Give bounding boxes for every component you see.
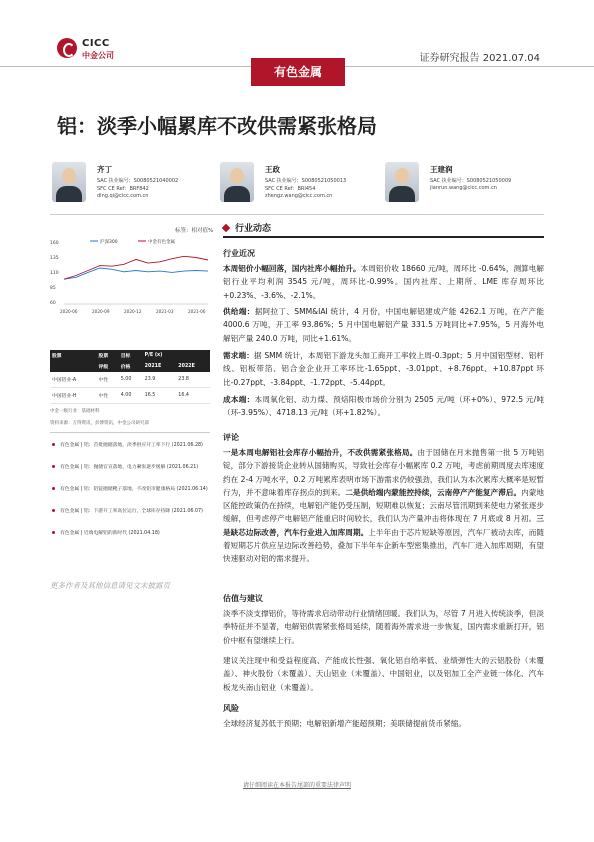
paragraph-price [223,262,544,302]
paragraph-body: 内蒙地区能控政策仍在持续，电解铝产能仍受压制，短期难以恢复；云南尽管汛期到来使电力紧张逐步缓解，但考虑停产电解铝产能重启时间较长，我们认为产量冲击将体现在 7 月底或 8 月初。 [223,487,545,524]
table-header-cell: 2022E [176,361,210,372]
x-axis-labels [60,309,206,314]
analyst-sac-1: SAC 执业编号：S0080521040002 [97,178,179,184]
y-tick-label: 110 [50,271,59,276]
table-header-cell: 股票 [97,350,119,361]
x-tick-label: 2020-09 [92,309,110,314]
paragraph-supply [223,305,544,345]
table-note-source: 资料来源：万得资讯，彭博资讯，中金公司研究部 [50,421,149,426]
table-cell: 23.9 [143,372,177,388]
table-header-cell: 价格 [119,361,143,372]
section-title: 行业动态 [235,224,272,234]
table-header-cell: 2021E [143,361,177,372]
paragraph-body: 据 SMM 统计，本周铝下游龙头加工商开工率较上周-0.3ppt；5 月中国铝型材、铝杆线、铝板带箔、铝合金企业开工率环比-1.65ppt、-3.01ppt、+8.76ppt、+10.87ppt 环比-0.27ppt、-3.84ppt、-1.72ppt、-5.44ppt。 [223,351,545,387]
section-divider [223,236,544,238]
table-header-cell: 评级 [97,361,119,372]
table-header-cell: 股票 [50,350,97,361]
paragraph-lead: 三是缺芯边际改善，汽车行业进入加库周期。 [223,514,544,537]
paragraph-lead: 需求端： [223,351,254,360]
paragraph-lead: 供给端： [223,307,255,316]
paragraph-demand [223,349,544,389]
table-header-row [50,350,210,361]
series-line-sector [64,256,208,279]
y-tick-label: 60 [50,301,56,306]
paragraph-cost [223,393,544,420]
legend-label-sector: 中金有色金属 [148,240,175,245]
analyst-sac-3: SAC 执业编号：S0080521050009 [430,178,512,184]
table-cell: 中性 [97,372,119,388]
related-report-item[interactable] [52,442,212,449]
paragraph-recommendation: 建议关注现中和受益程度高、产能成长性强、氧化铝自给率低、业绩弹性大的云铝股份（未覆盖）、神火股份（未覆盖）、天山铝业（未覆盖）、中国铝业，以及铝加工全产业链一体化、汽车板龙头南山铝业（未覆盖）。 [223,656,544,692]
analyst-photo-3 [385,162,419,202]
legend-label-hs300: 沪深300 [100,240,118,245]
bullet-icon [52,509,55,512]
left-divider [50,432,210,433]
related-report-text: 有色金属 | 铝：下游开工率高位运行，全球库存持降 (2021.06.07) [60,509,203,514]
analyst-photo-2 [220,162,254,202]
analyst-email-3[interactable]: jianrun.wang@cicc.com.cn [430,185,497,191]
analyst-email-2[interactable]: zhengz.wang@cicc.com.cn [265,193,333,199]
x-tick-label: 2020-06 [60,309,78,314]
related-report-text: 有色金属 | 铝：首批抛储落地，淡季供应开工率下行 (2021.06.28) [60,443,203,448]
price-chart [50,236,210,318]
analyst-email-1[interactable]: ding.qi@cicc.com.cn [97,193,149,199]
table-cell: 5.00 [119,372,143,388]
y-tick-label: 160 [50,241,59,246]
analyst-sfc-2: SFC CE Ref：BRI454 [265,186,316,192]
related-report-item[interactable] [52,486,212,493]
paragraph-body: 本周铝价收 18660 元/吨，周环比 -0.64%，测算电解铝行业平均利润 3545 元/吨，周环比-0.99%。国内社库、上期所、LME 库存周环比+0.23%、-3.6%、-2.1%。 [223,264,545,300]
table-header-cell: 目标 [119,350,143,361]
analyst-divider [50,214,544,215]
analyst-name-2: 王政 [265,165,280,174]
analyst-name-3: 王建润 [430,165,453,174]
table-cell: 16.5 [143,388,177,404]
section-diamond-icon [222,224,230,232]
table-cell: 中性 [97,388,119,404]
paragraph-lead: 成本端： [223,395,255,404]
table-header-cell [50,361,97,372]
related-report-item[interactable] [52,464,212,471]
related-report-text: 有色金属 | 近端电解铝的新时代 (2021.04.18) [60,531,160,536]
bullet-icon [52,443,55,446]
paragraph-valuation: 淡季不淡支撑铝价，等待需求启动带动行业情绪回暖。我们认为，尽管 7 月进入传统淡季，但淡季特征并不显著，电解铝供需紧张格局延续，随着海外需求进一步恢复，国内需求重新打开，铝价中枢有望继续上行。 [223,609,544,645]
table-note-industry: 中金一级行业：基础材料 [50,409,100,414]
more-info-link[interactable]: 更多作者及其他信息请见文末披露页 [50,581,170,590]
heading-risk: 风险 [223,704,239,713]
report-type-date: 证券研究报告 2021.07.04 [419,53,540,64]
series-line-hs300 [64,268,208,279]
paragraph-lead: 本周铝价小幅回落，国内社库小幅抬升。 [223,264,361,273]
sector-badge: 有色金属 [251,58,345,86]
heading-valuation: 估值与建议 [223,594,263,603]
table-cell: 中国铝业-H [50,388,97,404]
paragraph-lead: 一是本周电解铝社会库存小幅抬升，不改供需紧张格局。 [223,448,418,457]
table-cell: 16.4 [176,388,210,404]
table-header-cell: P/E (x) [143,350,210,361]
paragraph-body: 本周氧化铝、动力煤、预焙阳极市场价分别为 2505 元/吨（环+0%）、972.5 元/吨（环-3.95%）、4718.13 元/吨（环+1.82%）。 [223,395,544,418]
analyst-sfc-1: SFC CE Ref：BRF842 [97,186,149,192]
y-tick-label: 85 [50,286,56,291]
heading-comment: 评论 [223,433,239,442]
table-row [50,388,210,404]
table-cell: 23.8 [176,372,210,388]
paragraph-risk: 全球经济复苏低于预期；电解铝新增产能超预期；美联储提前货币紧缩。 [223,719,466,728]
heading-overview: 行业近况 [223,249,255,258]
x-tick-label: 2021-06 [188,309,206,314]
y-tick-label: 135 [50,256,59,261]
related-report-text: 有色金属 | 铝：抛储官宣落地，电力紧张逐步缓解 (2021.06.21) [60,465,199,470]
related-report-text: 有色金属 | 铝：铝锭抛储靴子落地，不改铝市健康格局 (2021.06.14) [60,487,208,492]
cicc-logo-icon [57,38,77,58]
paragraph-lead: 二是供给端内蒙能控持续，云南停产产能复产滞后。 [345,487,522,497]
bullet-icon [52,531,55,534]
stock-note: 标签：相对值% [175,228,214,234]
analyst-name-1: 齐丁 [97,165,112,174]
legal-disclaimer-link[interactable]: 请仔细阅读在本报告尾部的重要法律声明 [242,782,351,789]
brand-name-cn: 中金公司 [82,51,114,60]
table-cell: 中国铝业-A [50,372,97,388]
related-report-item[interactable] [52,530,212,537]
valuation-table [50,350,210,404]
bullet-icon [52,487,55,490]
analyst-sac-2: SAC 执业编号：S0080521050013 [265,178,347,184]
table-row [50,372,210,388]
paragraph-body: 由于国储在月末抛售第一批 5 万吨铝锭，部分下游接货企业转从国储购买，导致社会库存小幅累库 0.2 万吨，考虑前期周度去库速度约在 2-4 万吨水平，0.2 万吨累库表明市场下游需求仍较强劲，我们认为本次累库大概率是短暂行为，并不意味着库存拐点的到来。 [223,448,544,497]
paragraph-body: 据阿拉丁、SMM&IAI 统计，4 月份，中国电解铝建成产能 4262.1 万吨，在产产能 4000.6 万吨，开工率 93.86%；5 月中国电解铝产量 331.5 万吨同比+7.95%，5 月海外电解铝产量 240.0 万吨，同比+1.61%。 [223,307,544,343]
paragraph-body: 上半年由于芯片短缺等原因，汽车厂被动去库，而随着短期芯片供应呈边际改善趋势，叠加下半年车企新车型密集推出，汽车厂进入加库周期，有望快速驱动对铝的需求提升。 [223,527,545,564]
analyst-photo-1 [52,162,86,202]
table-subheader-row [50,361,210,372]
bullet-icon [52,465,55,468]
legend [90,238,175,245]
related-report-item[interactable] [52,508,212,515]
x-tick-label: 2021-03 [156,309,174,314]
report-title: 铝：淡季小幅累库不改供需紧张格局 [57,114,377,138]
paragraph-comment [223,446,544,566]
y-axis-labels [50,240,59,306]
table-cell: 4.00 [119,388,143,404]
brand-name-en: CICC [82,38,110,49]
x-tick-label: 2020-12 [124,309,142,314]
